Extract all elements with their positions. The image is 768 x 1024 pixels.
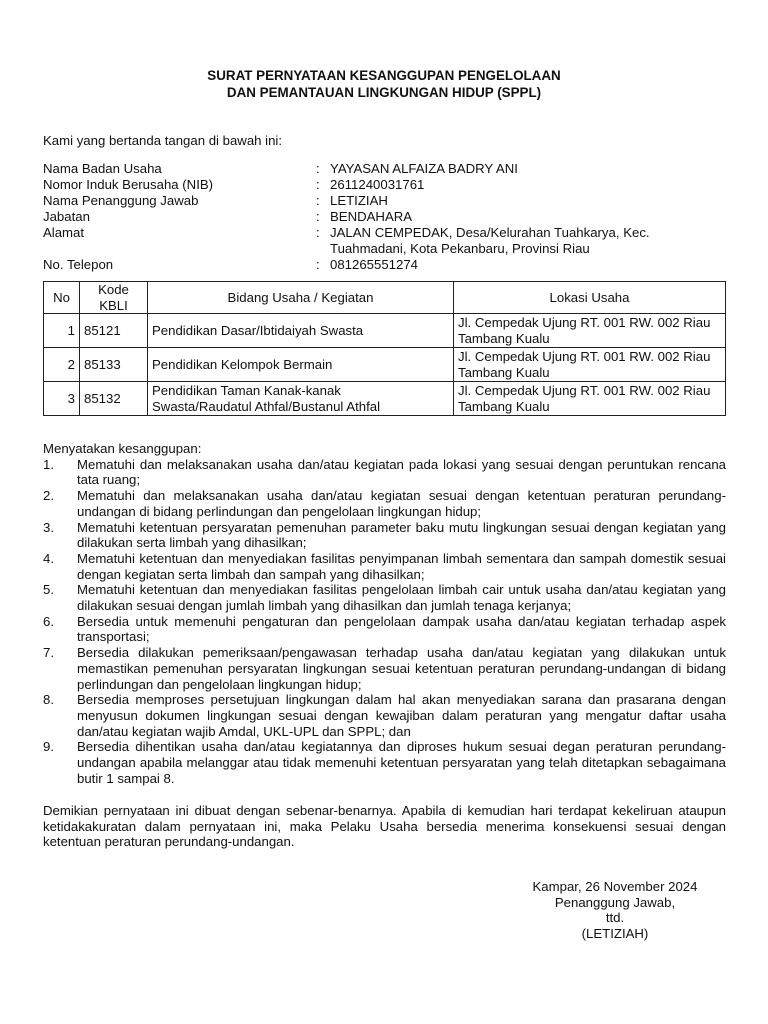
cell-lokasi: Jl. Cempedak Ujung RT. 001 RW. 002 Riau Tambang Kualu: [454, 348, 726, 382]
signature-ttd: ttd.: [605, 910, 625, 926]
title-line-2: DAN PEMANTAUAN LINGKUNGAN HIDUP (SPPL): [226, 84, 542, 100]
identity-value: JALAN CEMPEDAK, Desa/Kelurahan Tuahkarya, Kec. Tuahmadani, Kota Pekanbaru, Provinsi Riau: [330, 225, 650, 256]
cell-bidang: Pendidikan Taman Kanak-kanak Swasta/Raudatul Athfal/Bustanul Athfal: [148, 382, 454, 416]
cell-no: 2: [44, 348, 80, 382]
cell-no: 1: [44, 314, 80, 348]
header-bidang-usaha: Bidang Usaha / Kegiatan: [148, 282, 454, 314]
cell-kode: 85132: [80, 382, 148, 416]
identity-label: Nama Badan Usaha: [43, 161, 162, 176]
intro-text: Kami yang bertanda tangan di bawah ini:: [43, 133, 283, 148]
list-item: [43, 457, 726, 488]
list-item-number: 3.: [43, 519, 54, 535]
list-item-number: 1.: [43, 456, 54, 472]
list-item-text: Bersedia dihentikan usaha dan/atau kegiatannya dan diproses hukum sesuai degan peraturan perundang-undangan apabila melanggar atau tidak memenuhi ketentuan persyaratan yang telah ditetapkan sebagaimana butir 1 sampai 8.: [77, 739, 726, 786]
identity-colon: :: [316, 257, 320, 272]
header-lokasi-usaha: Lokasi Usaha: [454, 282, 726, 314]
signature-block: [505, 879, 725, 942]
identity-colon: :: [316, 193, 320, 208]
list-item: [43, 692, 726, 739]
cell-no: 3: [44, 382, 80, 416]
list-item: [43, 614, 726, 645]
list-item-number: 5.: [43, 582, 54, 598]
table-row: [44, 382, 726, 416]
closing-paragraph: Demikian pernyataan ini dibuat dengan sebenar-benarnya. Apabila di kemudian hari terdapat kekeliruan ataupun ketidakakuratan dalam pernyataan ini, maka Pelaku Usaha bersedia menerima konsekuensi sesuai dengan ketentuan peraturan perundang-undangan.: [43, 803, 726, 850]
kbli-table: [43, 281, 726, 416]
list-item: [43, 582, 726, 613]
identity-label: Alamat: [43, 225, 85, 240]
list-item: [43, 739, 726, 786]
commitments-list: [43, 441, 726, 786]
list-item-text: Mematuhi dan melaksanakan usaha dan/atau kegiatan pada lokasi yang sesuai dengan peruntukan rencana tata ruang;: [77, 456, 726, 488]
table-row: [44, 348, 726, 382]
list-item-number: 2.: [43, 488, 54, 504]
cell-kode: 85121: [80, 314, 148, 348]
list-item-text: Bersedia dilakukan pemeriksaan/pengawasan terhadap usaha dan/atau kegiatan yang dilakukan untuk memastikan pemenuhan persyaratan lingkungan sesuai ketentuan peraturan perundang-undangan di bidang perlindungan dan pengelolaan lingkungan hidup;: [77, 645, 726, 692]
list-item: [43, 645, 726, 692]
list-item-text: Mematuhi ketentuan persyaratan pemenuhan parameter baku mutu lingkungan sesuai dengan kegiatan yang dilakukan serta limbah yang dihasilkan;: [77, 519, 726, 551]
list-item: [43, 520, 726, 551]
title-line-1: SURAT PERNYATAAN KESANGGUPAN PENGELOLAAN: [207, 68, 561, 83]
cell-bidang: Pendidikan Kelompok Bermain: [148, 348, 454, 382]
header-kode-kbli: Kode KBLI: [80, 282, 148, 314]
identity-value: BENDAHARA: [330, 209, 413, 224]
list-item-text: Bersedia untuk memenuhi pengaturan dan pengelolaan dampak usaha dan/atau kegiatan terhadap aspek transportasi;: [77, 613, 726, 645]
identity-label: Jabatan: [43, 209, 90, 224]
identity-value: 081265551274: [330, 257, 419, 272]
list-item-number: 6.: [43, 613, 54, 629]
cell-lokasi: Jl. Cempedak Ujung RT. 001 RW. 002 Riau Tambang Kualu: [454, 314, 726, 348]
list-item-text: Mematuhi dan melaksanakan usaha dan/atau kegiatan sesuai dengan ketentuan peraturan perundang-undangan di bidang perlindungan dan pengelolaan lingkungan hidup;: [77, 488, 726, 519]
document-title: [0, 68, 768, 101]
cell-bidang: Pendidikan Dasar/Ibtidaiyah Swasta: [148, 314, 454, 348]
signature-role: Penanggung Jawab,: [554, 894, 676, 910]
header-no: No: [44, 282, 80, 314]
identity-label: Nama Penanggung Jawab: [43, 193, 199, 208]
commitments-heading: Menyatakan kesanggupan:: [43, 441, 202, 456]
signature-place-date: Kampar, 26 November 2024: [532, 879, 698, 894]
table-header-row: [44, 282, 726, 314]
list-item: [43, 551, 726, 582]
list-item-text: Mematuhi ketentuan dan menyediakan fasilitas pengelolaan limbah cair untuk usaha dan/atau kegiatan yang dilakukan sesuai dengan jumlah limbah yang dihasilkan dan jumlah tenaga kerjanya;: [77, 582, 726, 614]
list-item-text: Bersedia memproses persetujuan lingkungan dalam hal akan menyediakan sarana dan prasarana dengan menyusun dokumen lingkungan sesuai dengan kewajiban dalam peraturan yang mengatur daftar usaha dan/atau kegiatan wajib Amdal, UKL-UPL dan SPPL; dan: [77, 692, 726, 739]
identity-colon: :: [316, 177, 320, 192]
list-item-number: 8.: [43, 692, 54, 708]
identity-colon: :: [316, 225, 320, 240]
list-item-number: 7.: [43, 645, 54, 661]
identity-value: YAYASAN ALFAIZA BADRY ANI: [330, 161, 518, 176]
list-item: [43, 488, 726, 519]
signature-name: (LETIZIAH): [581, 926, 649, 942]
cell-kode: 85133: [80, 348, 148, 382]
identity-colon: :: [316, 161, 320, 176]
list-item-text: Mematuhi ketentuan dan menyediakan fasilitas penyimpanan limbah sementara dan sampah domestik sesuai dengan kegiatan serta limbah dan sampah yang dihasilkan;: [77, 550, 726, 582]
list-item-number: 9.: [43, 739, 54, 755]
identity-label: Nomor Induk Berusaha (NIB): [43, 177, 214, 192]
table-row: [44, 314, 726, 348]
identity-colon: :: [316, 209, 320, 224]
list-item-number: 4.: [43, 550, 54, 566]
cell-lokasi: Jl. Cempedak Ujung RT. 001 RW. 002 Riau Tambang Kualu: [454, 382, 726, 416]
identity-value: LETIZIAH: [330, 193, 388, 208]
identity-label: No. Telepon: [43, 257, 114, 272]
identity-value: 2611240031761: [330, 177, 425, 192]
